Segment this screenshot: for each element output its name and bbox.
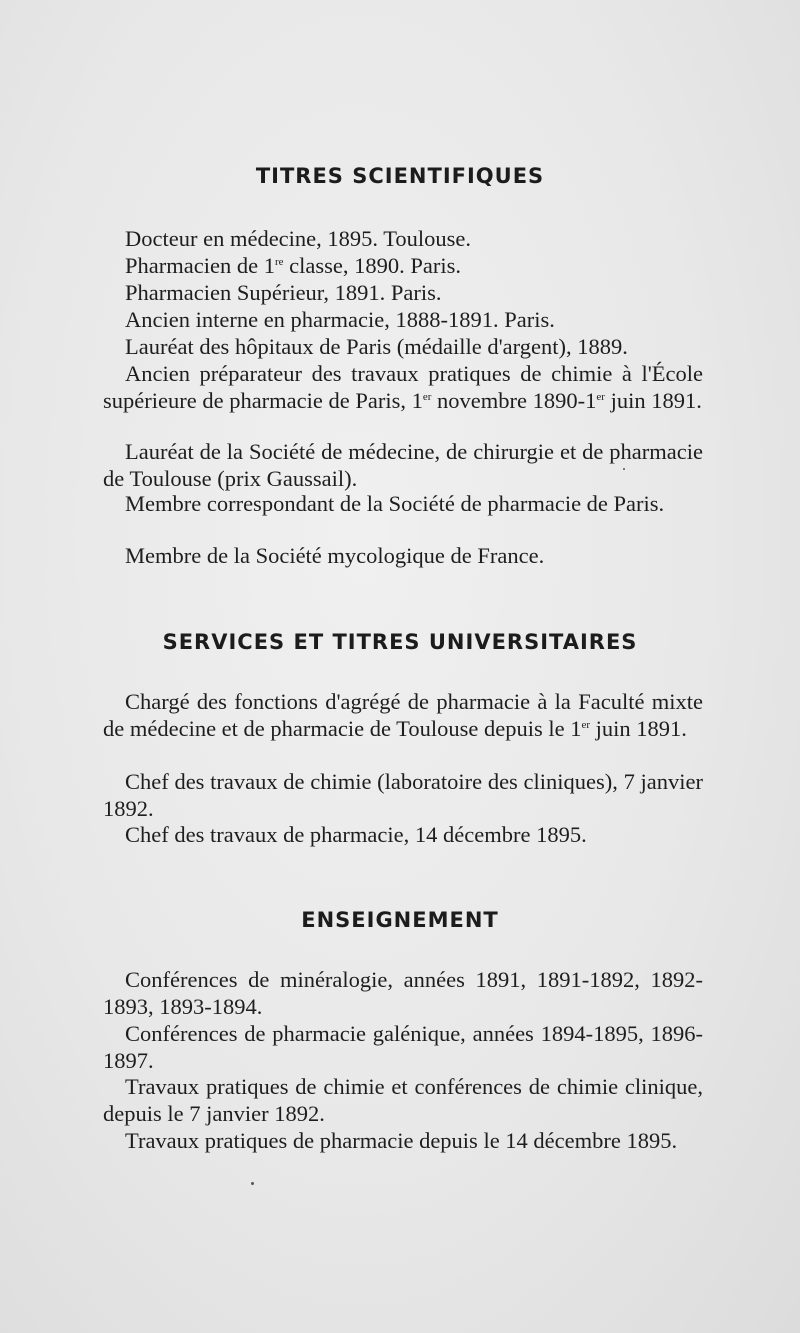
entry-chef-travaux-pharmacie: Chef des travaux de pharmacie, 14 décembre 1895.	[125, 822, 587, 847]
entry-chef-travaux-chimie: Chef des travaux de chimie (laboratoire des cliniques), 7 janvier 1892.	[103, 769, 703, 822]
section-heading-titres-scientifiques: TITRES SCIENTIFIQUES	[255, 164, 545, 188]
entry-laureat-hopitaux: Lauréat des hôpitaux de Paris (médaille d'argent), 1889.	[125, 334, 628, 359]
entry-membre-mycologique: Membre de la Société mycologique de France.	[125, 543, 545, 568]
entry-ancien-preparateur: Ancien préparateur des travaux pratiques de chimie à l'École supérieure de pharmacie de Paris, 1er novembre 1890-1er juin 1891.	[103, 361, 703, 414]
entry-laureat-societe-medecine: Lauréat de la Société de médecine, de chirurgie et de pharmacie de Toulouse (prix Gaussail).	[103, 439, 703, 492]
section-heading-enseignement: ENSEIGNEMENT	[301, 908, 499, 932]
entry-charge-fonctions: Chargé des fonctions d'agrégé de pharmacie à la Faculté mixte de médecine et de pharmacie de Toulouse depuis le 1er juin 1891.	[103, 689, 703, 742]
entry-conferences-pharmacie-galenique: Conférences de pharmacie galénique, années 1894-1895, 1896-1897.	[103, 1021, 703, 1074]
entry-ancien-interne: Ancien interne en pharmacie, 1888-1891. Paris.	[125, 307, 555, 332]
ink-speck	[251, 1182, 254, 1185]
section-heading-services: SERVICES ET TITRES UNIVERSITAIRES	[162, 630, 638, 654]
entry-conferences-mineralogie: Conférences de minéralogie, années 1891, 1891-1892, 1892-1893, 1893-1894.	[103, 967, 703, 1020]
entry-membre-correspondant: Membre correspondant de la Société de pharmacie de Paris.	[125, 491, 665, 516]
entry-travaux-pratiques-pharmacie: Travaux pratiques de pharmacie depuis le 14 décembre 1895.	[125, 1128, 678, 1153]
entry-pharmacien-1re-classe: Pharmacien de 1re classe, 1890. Paris.	[125, 253, 461, 278]
entry-docteur-medecine: Docteur en médecine, 1895. Toulouse.	[125, 226, 472, 251]
ink-speck	[623, 468, 625, 470]
entry-travaux-pratiques-chimie: Travaux pratiques de chimie et conférences de chimie clinique, depuis le 7 janvier 1892.	[103, 1074, 703, 1127]
entry-pharmacien-superieur: Pharmacien Supérieur, 1891. Paris.	[125, 280, 442, 305]
